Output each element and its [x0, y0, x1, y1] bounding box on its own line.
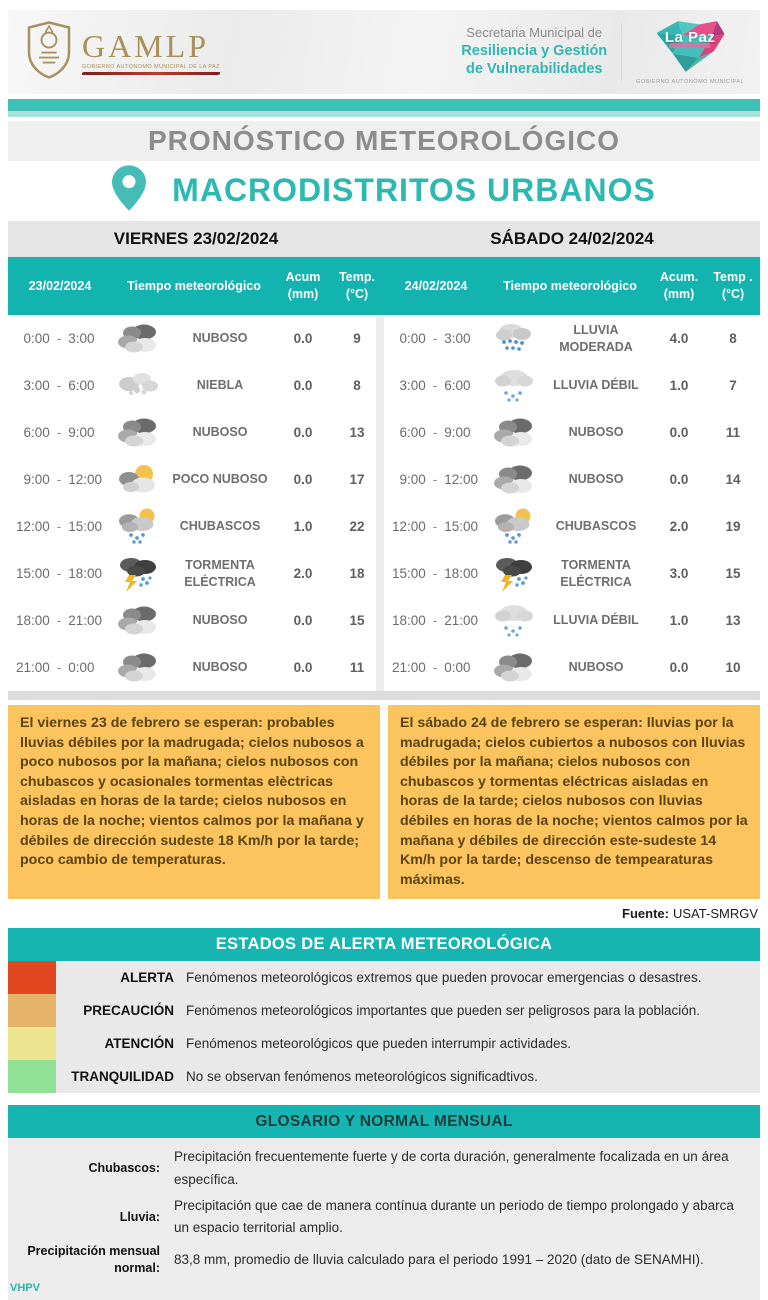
time-end: 3:00 — [444, 331, 471, 346]
table-header — [8, 257, 384, 315]
weather-description: NUBOSO — [568, 472, 624, 487]
weather-description: TORMENTA ELÉCTRICA — [184, 558, 256, 589]
alert-label: TRANQUILIDAD — [71, 1069, 174, 1085]
acum-value: 1.0 — [669, 613, 689, 628]
forecast-row — [8, 550, 384, 597]
time-start: 12:00 — [15, 519, 50, 534]
source-value: USAT-SMRGV — [673, 906, 758, 922]
subtitle-row — [8, 161, 760, 219]
time-range — [384, 378, 488, 393]
table-body-friday — [8, 315, 384, 691]
time-separator: - — [432, 378, 438, 393]
summary-saturday: El sábado 24 de febrero se esperan: lluvias por la madrugada; cielos cubiertos a nubosos con lluvias débiles por la mañana; cielos nubosos con chubascos y tormentas eléctricas aisladas en horas de la tarde; cielos nubosos con lluvias débiles en horas de la noche; vientos calmos por la mañana y débiles de dirección este-sudeste 14 Km/h por la tarde; descenso de tempearaturas máximas. — [388, 705, 760, 899]
table-saturday — [384, 257, 760, 691]
time-end: 9:00 — [68, 425, 95, 440]
forecast-row — [8, 644, 384, 691]
forecast-row — [384, 315, 760, 362]
glossary-row — [8, 1195, 748, 1240]
time-start: 3:00 — [23, 378, 50, 393]
acum-value: 0.0 — [669, 425, 689, 440]
temp-value: 8 — [353, 378, 361, 393]
secretaria-title — [461, 25, 607, 80]
glossary-term: Precipitación mensual normal: — [27, 1244, 160, 1275]
glossary-row — [8, 1243, 748, 1276]
nuboso-icon — [488, 650, 540, 686]
summaries — [8, 705, 760, 899]
acum-value: 0.0 — [669, 472, 689, 487]
lluvia-moderada-icon — [488, 321, 540, 357]
temp-value: 7 — [729, 378, 737, 393]
summary-friday: El viernes 23 de febrero se esperan: probables lluvias débiles por la madrugada; cielos nubosos a poco nubosos por la mañana; cielos nubosos con chubascos y ocasionales tormentas elèctricas aisladas en horas de la tarde; cielos nubosos en horas de la noche; vientos calmos por la mañana y débiles de dirección sudeste 18 Km/h por la tarde; poco cambio de temperaturas. — [8, 705, 380, 899]
forecast-row — [384, 503, 760, 550]
glossary-term: Chubascos: — [88, 1161, 160, 1176]
time-start: 6:00 — [399, 425, 426, 440]
time-range — [384, 472, 488, 487]
time-separator: - — [56, 519, 62, 534]
time-range — [8, 425, 112, 440]
time-separator: - — [56, 660, 62, 675]
weather-description: NUBOSO — [568, 425, 624, 440]
time-start: 15:00 — [15, 566, 50, 581]
time-range — [8, 472, 112, 487]
source-label: Fuente: — [622, 906, 669, 922]
weather-description: TORMENTA ELÉCTRICA — [560, 558, 632, 589]
glossary-definition: 83,8 mm, promedio de lluvia calculado para el periodo 1991 – 2020 (dato de SENAMHI). — [174, 1251, 704, 1267]
chubascos-icon — [112, 507, 164, 547]
table-body-saturday — [384, 315, 760, 691]
time-end: 0:00 — [444, 660, 471, 675]
time-end: 15:00 — [444, 519, 479, 534]
time-start: 9:00 — [399, 472, 426, 487]
table-header — [384, 257, 760, 315]
column-header-weather: Tiempo meteorológico — [127, 278, 261, 293]
time-separator: - — [432, 472, 438, 487]
lapaz-logo — [636, 19, 744, 85]
time-end: 0:00 — [68, 660, 95, 675]
time-start: 6:00 — [23, 425, 50, 440]
nuboso-icon — [488, 415, 540, 451]
niebla-icon — [112, 368, 164, 404]
time-start: 0:00 — [23, 331, 50, 346]
time-separator: - — [432, 425, 438, 440]
alert-row — [8, 1060, 760, 1093]
header-divider — [621, 23, 622, 81]
weather-description: NUBOSO — [192, 660, 248, 675]
time-range — [8, 519, 112, 534]
time-range — [8, 331, 112, 346]
weather-description: NUBOSO — [568, 660, 624, 675]
alert-description: Fenómenos meteorológicos extremos que pueden provocar emergencias o desastres. — [186, 970, 702, 986]
glossary-row — [8, 1146, 748, 1191]
time-separator: - — [432, 566, 438, 581]
time-end: 21:00 — [444, 613, 479, 628]
alert-row — [8, 994, 760, 1027]
lluvia-debil-icon — [488, 602, 540, 640]
time-end: 18:00 — [444, 566, 479, 581]
page-subtitle: MACRODISTRITOS URBANOS — [172, 171, 656, 208]
forecast-tables — [8, 257, 760, 691]
temp-value: 8 — [729, 331, 737, 346]
time-start: 18:00 — [391, 613, 426, 628]
nuboso-icon — [112, 415, 164, 451]
alert-row — [8, 1027, 760, 1060]
poco-nuboso-icon — [112, 462, 164, 498]
time-range — [384, 566, 488, 581]
temp-value: 13 — [725, 613, 741, 628]
time-separator: - — [56, 613, 62, 628]
tormenta-electrica-icon — [488, 554, 540, 594]
acum-value: 1.0 — [669, 378, 689, 393]
weather-description: NIEBLA — [196, 378, 244, 393]
time-end: 3:00 — [68, 331, 95, 346]
secretaria-line3: de Vulnerabilidades — [466, 61, 603, 78]
column-header-weather: Tiempo meteorológico — [503, 278, 637, 293]
nuboso-icon — [112, 650, 164, 686]
temp-value: 10 — [725, 660, 741, 675]
time-range — [384, 660, 488, 675]
time-end: 15:00 — [68, 519, 103, 534]
acum-value: 0.0 — [293, 472, 313, 487]
time-range — [384, 331, 488, 346]
alerts-body — [8, 961, 760, 1093]
gamlp-acronym: GAMLP — [82, 27, 210, 64]
temp-value: 14 — [725, 472, 741, 487]
table-divider — [376, 315, 384, 691]
time-range — [8, 660, 112, 675]
lapaz-wordmark: La Paz — [664, 29, 716, 46]
temp-value: 22 — [349, 519, 365, 534]
teal-bar — [8, 99, 760, 111]
nuboso-icon — [112, 603, 164, 639]
time-start: 21:00 — [15, 660, 50, 675]
forecast-row — [384, 597, 760, 644]
alert-description: No se observan fenómenos meteorológicos significadtivos. — [186, 1069, 538, 1085]
weather-description: POCO NUBOSO — [172, 472, 268, 487]
tormenta-electrica-icon — [112, 554, 164, 594]
weather-description: NUBOSO — [192, 331, 248, 346]
time-end: 12:00 — [68, 472, 103, 487]
time-separator: - — [432, 331, 438, 346]
acum-value: 2.0 — [669, 519, 689, 534]
forecast-row — [384, 550, 760, 597]
table-bottom-rule — [8, 691, 760, 700]
acum-value: 2.0 — [293, 566, 313, 581]
table-friday — [8, 257, 384, 691]
nuboso-icon — [488, 462, 540, 498]
acum-value: 0.0 — [293, 331, 313, 346]
weather-description: LLUVIA MODERADA — [559, 323, 633, 354]
glossary-definition: Precipitación que cae de manera contínua durante un periodo de tiempo prolongado y abarca un espacio territorial amplio. — [174, 1197, 734, 1236]
temp-value: 9 — [353, 331, 361, 346]
alert-color-swatch — [8, 994, 56, 1027]
time-separator: - — [56, 566, 62, 581]
page-title: PRONÓSTICO METEOROLÓGICO — [147, 125, 620, 156]
map-pin-icon — [112, 165, 146, 216]
lapaz-caption: GOBIERNO AUTÓNOMO MUNICIPAL — [636, 79, 744, 85]
author-initials: VHPV — [10, 1281, 40, 1294]
acum-value: 0.0 — [293, 378, 313, 393]
time-range — [384, 613, 488, 628]
alerts-section-title: ESTADOS DE ALERTA METEOROLÓGICA — [8, 928, 760, 961]
teal-bar-light — [8, 111, 760, 117]
time-end: 6:00 — [68, 378, 95, 393]
time-start: 9:00 — [23, 472, 50, 487]
column-header-temp: Temp . (°C) — [713, 270, 753, 301]
time-end: 12:00 — [444, 472, 479, 487]
forecast-row — [384, 409, 760, 456]
day-band — [8, 221, 760, 257]
glossary-term: Lluvia: — [119, 1210, 160, 1225]
forecast-row — [8, 362, 384, 409]
alert-color-swatch — [8, 1027, 56, 1060]
alert-label: PRECAUCIÓN — [83, 1003, 174, 1019]
secretaria-line1: Secretaria Municipal de — [466, 24, 603, 40]
day-label-friday: VIERNES 23/02/2024 — [113, 229, 279, 248]
time-start: 0:00 — [399, 331, 426, 346]
time-start: 15:00 — [391, 566, 426, 581]
acum-value: 4.0 — [669, 331, 689, 346]
time-separator: - — [432, 613, 438, 628]
glossary-body — [8, 1138, 760, 1300]
column-header-acum: Acum (mm) — [285, 270, 321, 301]
glossary-section-title: GLOSARIO Y NORMAL MENSUAL — [8, 1105, 760, 1138]
time-range — [8, 378, 112, 393]
time-separator: - — [56, 425, 62, 440]
gamlp-logo — [24, 19, 220, 86]
forecast-row — [384, 456, 760, 503]
weather-description: NUBOSO — [192, 613, 248, 628]
temp-value: 15 — [349, 613, 365, 628]
time-range — [384, 519, 488, 534]
alert-description: Fenómenos meteorológicos que pueden interrumpir actividades. — [186, 1036, 571, 1052]
source-line — [8, 906, 758, 921]
alert-label: ALERTA — [120, 970, 174, 986]
forecast-row — [8, 315, 384, 362]
gamlp-swoosh — [81, 72, 220, 75]
time-end: 21:00 — [68, 613, 103, 628]
forecast-row — [8, 409, 384, 456]
forecast-row — [8, 456, 384, 503]
alert-label: ATENCIÓN — [104, 1036, 174, 1052]
temp-value: 11 — [349, 660, 365, 675]
lluvia-debil-icon — [488, 367, 540, 405]
chubascos-icon — [488, 507, 540, 547]
time-range — [384, 425, 488, 440]
acum-value: 0.0 — [293, 660, 313, 675]
acum-value: 0.0 — [293, 425, 313, 440]
column-header-date: 24/02/2024 — [404, 278, 468, 293]
nuboso-icon — [112, 321, 164, 357]
acum-value: 0.0 — [293, 613, 313, 628]
gamlp-caption: GOBIERNO AUTÓNOMO MUNICIPAL DE LA PAZ — [82, 63, 220, 70]
weather-description: LLUVIA DÉBIL — [553, 613, 639, 628]
title-band — [8, 121, 760, 161]
day-label-saturday: SÁBADO 24/02/2024 — [490, 229, 654, 248]
temp-value: 15 — [725, 566, 741, 581]
weather-description: CHUBASCOS — [179, 519, 261, 534]
weather-description: NUBOSO — [192, 425, 248, 440]
time-separator: - — [56, 472, 62, 487]
acum-value: 3.0 — [669, 566, 689, 581]
acum-value: 0.0 — [669, 660, 689, 675]
temp-value: 13 — [349, 425, 365, 440]
time-start: 12:00 — [391, 519, 426, 534]
forecast-row — [384, 362, 760, 409]
temp-value: 18 — [349, 566, 365, 581]
lapaz-logo-icon — [651, 60, 729, 77]
weather-description: LLUVIA DÉBIL — [553, 378, 639, 393]
forecast-row — [8, 503, 384, 550]
time-range — [8, 613, 112, 628]
time-separator: - — [432, 660, 438, 675]
time-separator: - — [432, 519, 438, 534]
column-header-temp: Temp. (°C) — [339, 270, 375, 301]
secretaria-line2: Resiliencia y Gestión — [461, 42, 608, 59]
time-start: 3:00 — [399, 378, 426, 393]
time-range — [8, 566, 112, 581]
temp-value: 11 — [725, 425, 741, 440]
header — [8, 10, 760, 94]
time-separator: - — [56, 331, 62, 346]
time-end: 18:00 — [68, 566, 103, 581]
temp-value: 17 — [349, 472, 365, 487]
time-start: 18:00 — [15, 613, 50, 628]
time-start: 21:00 — [391, 660, 426, 675]
column-header-acum: Acum. (mm) — [659, 270, 699, 301]
gamlp-crest-icon — [24, 19, 74, 86]
alert-color-swatch — [8, 961, 56, 994]
temp-value: 19 — [725, 519, 741, 534]
forecast-row — [384, 644, 760, 691]
time-end: 6:00 — [444, 378, 471, 393]
time-end: 9:00 — [444, 425, 471, 440]
column-header-date: 23/02/2024 — [28, 278, 92, 293]
weather-description: CHUBASCOS — [555, 519, 637, 534]
alert-color-swatch — [8, 1060, 56, 1093]
forecast-row — [8, 597, 384, 644]
time-separator: - — [56, 378, 62, 393]
alert-row — [8, 961, 760, 994]
acum-value: 1.0 — [293, 519, 313, 534]
alert-description: Fenómenos meteorológicos importantes que pueden ser peligrosos para la población. — [186, 1003, 701, 1019]
glossary-definition: Precipitación frecuentemente fuerte y de corta duración, generalmente focalizada en un área específica. — [174, 1149, 729, 1187]
